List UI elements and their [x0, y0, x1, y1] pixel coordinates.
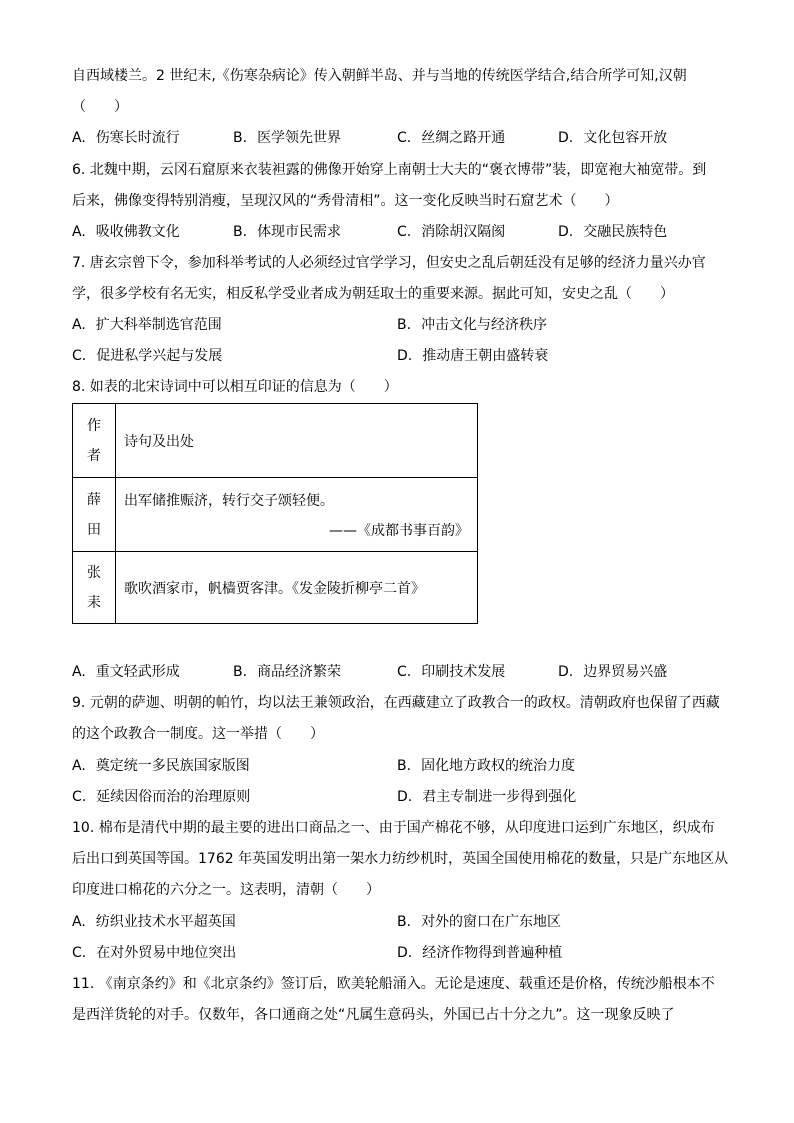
q7-option-c[interactable]: C. 促进私学兴起与发展	[72, 348, 223, 364]
q10-stem-line-1: 10. 棉布是清代中期的最主要的进出口商品之一、由于国产棉花不够，从印度进口运到广东地区，织成布	[72, 820, 715, 836]
q6-stem-line-1: 6. 北魏中期，云冈石窟原来衣装袒露的佛像开始穿上南朝士大夫的“褒衣博带”装，即宽袍大袖宽带。到	[72, 162, 707, 178]
q7-stem-line-1: 7. 唐玄宗曾下令，参加科举考试的人必须经过官学学习，但安史之乱后朝廷没有足够的经济力量兴办官	[72, 255, 706, 271]
poem-source: ——《成都书事百韵》	[329, 522, 469, 539]
poem-table	[72, 403, 478, 624]
q9-stem-line-1: 9. 元朝的萨迦、明朝的帕竹，均以法王兼领政治，在西藏建立了政教合一的政权。清朝政府也保留了西藏	[72, 695, 720, 711]
q6-option-c[interactable]: C. 消除胡汉隔阂	[397, 224, 506, 240]
q8-option-b[interactable]: B. 商品经济繁荣	[233, 664, 342, 680]
poem-verse: 出军储推赈济，转行交子颂轻便。	[124, 492, 334, 509]
q9-option-c[interactable]: C. 延续因俗而治的治理原则	[72, 789, 251, 805]
q9-option-d[interactable]: D. 君主专制进一步得到强化	[397, 789, 577, 805]
q10-option-c[interactable]: C. 在对外贸易中地位突出	[72, 945, 237, 961]
poem-author: 薛 田	[73, 478, 116, 552]
q8-option-a[interactable]: A. 重文轻武形成	[72, 664, 180, 680]
q7-option-b[interactable]: B. 冲击文化与经济秩序	[397, 317, 548, 333]
q10-stem-line-2: 后出口到英国等国。1762 年英国发明出第一架水力纺纱机时，英国全国使用棉花的数量，只是广东地区从	[72, 851, 729, 867]
q5-option-d[interactable]: D. 文化包容开放	[558, 130, 668, 146]
poem-table-header-author: 作 者	[73, 404, 116, 478]
poem-table-row	[73, 478, 478, 552]
q5-option-b[interactable]: B. 医学领先世界	[233, 130, 342, 146]
q10-stem-line-3: 印度进口棉花的六分之一。这表明，清朝（ ）	[72, 882, 380, 898]
q5-stem-line-2: （ ）	[72, 99, 128, 115]
q11-stem-line-2: 是西洋货轮的对手。仅数年，各口通商之处“凡属生意码头，外国已占十分之九”。这一现象反映了	[72, 1007, 675, 1023]
q10-option-d[interactable]: D. 经济作物得到普遍种植	[397, 945, 563, 961]
q10-option-a[interactable]: A. 纺织业技术水平超英国	[72, 914, 236, 930]
poem-author: 张 耒	[73, 552, 116, 624]
q9-option-a[interactable]: A. 奠定统一多民族国家版图	[72, 758, 250, 774]
q6-option-b[interactable]: B. 体现市民需求	[233, 224, 342, 240]
q7-option-d[interactable]: D. 推动唐王朝由盛转衰	[397, 348, 549, 364]
poem-table-header-row	[73, 404, 478, 478]
q7-option-a[interactable]: A. 扩大科举制选官范围	[72, 317, 222, 333]
poem-table-header-text: 诗句及出处	[116, 404, 478, 478]
poem-table-row	[73, 552, 478, 624]
q6-option-d[interactable]: D. 交融民族特色	[558, 224, 668, 240]
q8-stem: 8. 如表的北宋诗词中可以相互印证的信息为（ ）	[72, 379, 398, 395]
q9-option-b[interactable]: B. 固化地方政权的统治力度	[397, 758, 576, 774]
q8-option-d[interactable]: D. 边界贸易兴盛	[558, 664, 668, 680]
q9-stem-line-2: 的这个政教合一制度。这一举措（ ）	[72, 726, 324, 742]
q5-stem-line-1: 自西域楼兰。2 世纪末,《伤寒杂病论》传入朝鲜半岛、并与当地的传统医学结合,结合所学可知,汉朝	[72, 68, 687, 84]
q5-option-a[interactable]: A. 伤寒长时流行	[72, 130, 180, 146]
q6-option-a[interactable]: A. 吸收佛教文化	[72, 224, 180, 240]
q5-option-c[interactable]: C. 丝绸之路开通	[397, 130, 506, 146]
q6-stem-line-2: 后来，佛像变得特别消瘦，呈现汉风的“秀骨清相”。这一变化反映当时石窟艺术（ ）	[72, 193, 619, 209]
q8-option-c[interactable]: C. 印刷技术发展	[397, 664, 506, 680]
q7-stem-line-2: 学，很多学校有名无实，相反私学受业者成为朝廷取士的重要来源。据此可知，安史之乱（ ）	[72, 286, 674, 302]
q10-option-b[interactable]: B. 对外的窗口在广东地区	[397, 914, 562, 930]
poem-verse: 歌吹酒家市，帆樯贾客津。《发金陵折柳亭二首》	[116, 552, 478, 624]
q11-stem-line-1: 11. 《南京条约》和《北京条约》签订后，欧美轮船涌入。无论是速度、载重还是价格，传统沙船根本不	[72, 976, 715, 992]
poem-verse-cell	[116, 478, 478, 552]
